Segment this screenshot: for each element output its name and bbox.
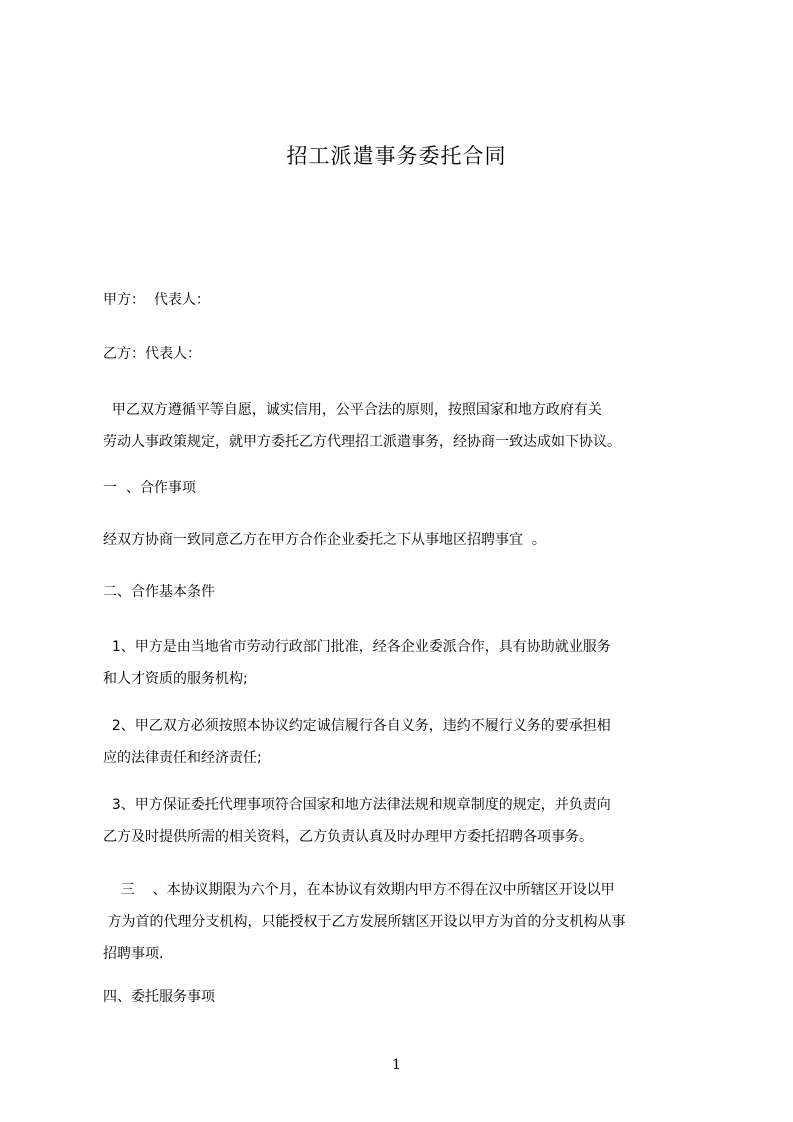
- clause-3-line: 3、甲方保证委托代理事项符合国家和地方法律法规和规章制度的规定，并负责向: [103, 797, 611, 813]
- clause-2-line: 2、甲乙双方必须按照本协议约定诚信履行各自义务，违约不履行义务的要承担相: [103, 718, 611, 734]
- preamble-line: 甲乙双方遵循平等自愿，诚实信用，公平合法的原则，按照国家和地方政府有关: [103, 402, 602, 418]
- section-1-heading: [103, 472, 713, 504]
- section-3-line: 三 、本协议期限为六个月，在本协议有效期内甲方不得在汉中所辖区开设以甲: [103, 882, 615, 898]
- section-3-paragraph: [103, 874, 713, 970]
- preamble-line: 劳动人事政策规定，就甲方委托乙方代理招工派遣事务，经协商一致达成如下协议。: [103, 434, 621, 450]
- party-b-text: 乙方：代表人：: [103, 346, 201, 362]
- section-3-line: 招聘事项.: [103, 946, 164, 962]
- party-b-line: [103, 338, 713, 370]
- section-heading-text: 四、委托服务事项: [103, 989, 215, 1005]
- clause-3-line: 乙方及时提供所需的相关资料，乙方负责认真及时办理甲方委托招聘各项事务。: [103, 829, 593, 845]
- clause-1-line: 1、甲方是由当地省市劳动行政部门批准，经各企业委派合作，具有协助就业服务: [103, 639, 611, 655]
- section-3-line: 方为首的代理分支机构，只能授权于乙方发展所辖区开设以甲方为首的分支机构从事: [103, 914, 626, 930]
- preamble-paragraph: [103, 394, 713, 458]
- section-heading-text: 二、合作基本条件: [103, 584, 215, 600]
- clause-3-paragraph: [103, 789, 713, 853]
- section-heading-text: 一 、合作事项: [103, 480, 196, 496]
- section-1-text: 经双方协商一致同意乙方在甲方合作企业委托之下从事地区招聘事宜 。: [103, 532, 546, 548]
- party-a-text: 甲方： 代表人：: [103, 292, 210, 308]
- clause-1-paragraph: [103, 631, 713, 695]
- document-title: 招工派遣事务委托合同: [286, 144, 507, 168]
- clause-2-paragraph: [103, 710, 713, 774]
- section-4-heading: [103, 981, 713, 1013]
- clause-2-line: 应的法律责任和经济责任;: [103, 750, 262, 766]
- clause-1-line: 和人才资质的服务机构;: [103, 671, 248, 687]
- section-1-paragraph: [103, 524, 713, 556]
- section-2-heading: [103, 576, 713, 608]
- party-a-line: [103, 284, 713, 316]
- page-number: 1: [392, 1057, 401, 1073]
